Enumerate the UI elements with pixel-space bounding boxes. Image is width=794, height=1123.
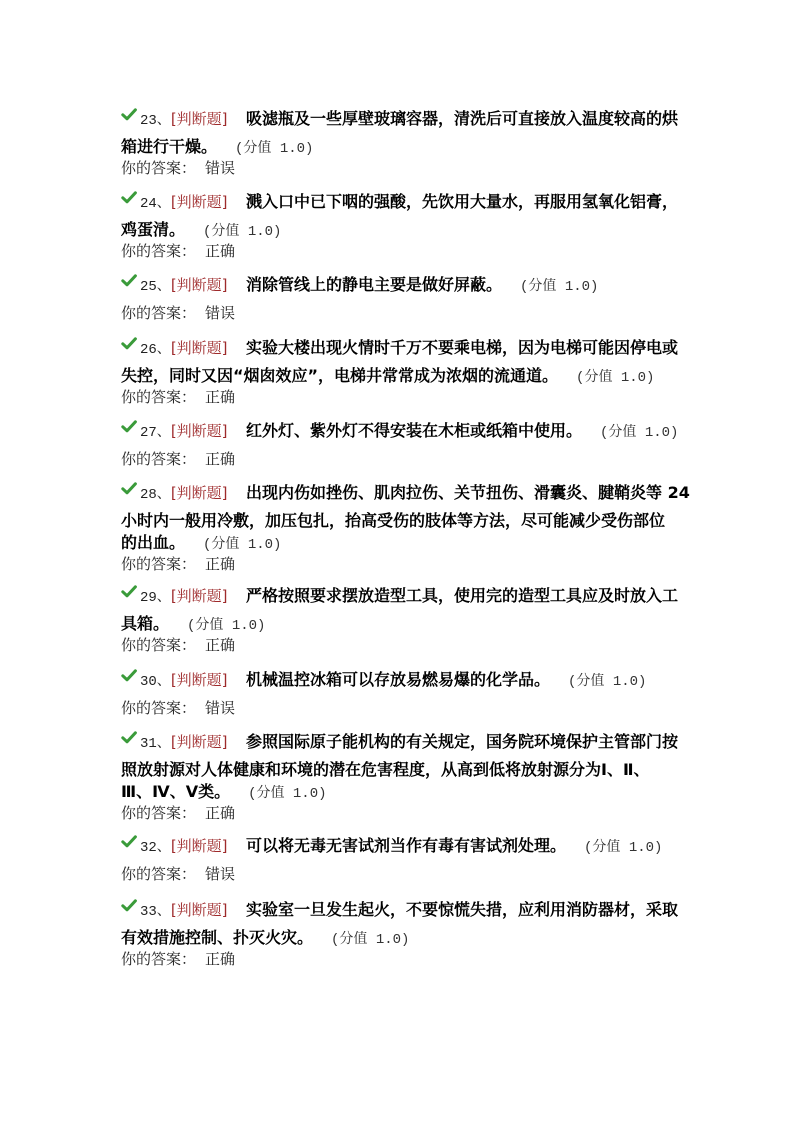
question-text: 箱进行干燥。 xyxy=(121,137,218,156)
question-number: 30、 xyxy=(140,674,171,690)
question-24 xyxy=(121,191,721,262)
answer-value: 正确 xyxy=(205,555,236,573)
question-line xyxy=(121,899,721,927)
check-icon xyxy=(121,731,137,744)
question-line xyxy=(121,613,721,635)
question-text: 吸滤瓶及一些厚壁玻璃容器，清洗后可直接放入温度较高的烘 xyxy=(246,109,679,128)
question-30 xyxy=(121,669,721,719)
question-27 xyxy=(121,420,721,470)
question-line xyxy=(121,835,721,864)
question-line xyxy=(121,781,721,803)
question-score: (分值 1.0) xyxy=(584,840,663,856)
question-prefix xyxy=(121,191,246,215)
question-number: 24、 xyxy=(140,196,171,212)
question-32 xyxy=(121,835,721,885)
answer-row xyxy=(121,803,721,824)
question-score: (分值 1.0) xyxy=(248,786,327,802)
question-line xyxy=(121,365,721,387)
question-line xyxy=(121,274,721,303)
answer-label: 你的答案： xyxy=(121,699,197,717)
question-29 xyxy=(121,585,721,656)
answer-label: 你的答案： xyxy=(121,636,197,654)
question-type-tag: [判断题] xyxy=(170,733,228,751)
answer-row xyxy=(121,158,721,179)
question-text: 实验室一旦发生起火，不要惊慌失措，应利用消防器材，采取 xyxy=(246,900,679,919)
answer-row xyxy=(121,303,721,324)
question-number: 25、 xyxy=(140,279,171,295)
question-prefix xyxy=(121,669,246,693)
question-33 xyxy=(121,899,721,970)
answer-row xyxy=(121,949,721,970)
question-prefix xyxy=(121,482,246,506)
question-type-tag: [判断题] xyxy=(170,110,228,128)
question-score: (分值 1.0) xyxy=(235,141,314,157)
answer-value: 错误 xyxy=(205,304,236,322)
question-number: 26、 xyxy=(140,342,171,358)
question-text: 溅入口中已下咽的强酸，先饮用大量水，再服用氢氧化铝膏， xyxy=(246,192,679,211)
question-prefix xyxy=(121,899,246,923)
question-number: 28、 xyxy=(140,487,171,503)
question-prefix xyxy=(121,337,246,361)
question-text: 失控，同时又因“烟囱效应”，电梯井常常成为浓烟的流通道。 xyxy=(121,366,559,385)
question-type-tag: [判断题] xyxy=(170,276,228,294)
question-line xyxy=(121,532,721,554)
question-type-tag: [判断题] xyxy=(170,339,228,357)
answer-value: 正确 xyxy=(205,804,236,822)
question-prefix xyxy=(121,585,246,609)
question-26 xyxy=(121,337,721,408)
question-prefix xyxy=(121,835,246,859)
question-text: 鸡蛋清。 xyxy=(121,220,186,239)
question-text: 出现内伤如挫伤、肌肉拉伤、关节扭伤、滑囊炎、腱鞘炎等 24 xyxy=(246,483,690,502)
question-text: 严格按照要求摆放造型工具，使用完的造型工具应及时放入工 xyxy=(246,586,679,605)
question-prefix xyxy=(121,731,246,755)
question-type-tag: [判断题] xyxy=(170,671,228,689)
question-line xyxy=(121,420,721,449)
check-icon xyxy=(121,420,137,433)
question-text: 机械温控冰箱可以存放易燃易爆的化学品。 xyxy=(246,670,551,689)
answer-label: 你的答案： xyxy=(121,304,197,322)
answer-value: 正确 xyxy=(205,388,236,406)
question-text: 的出血。 xyxy=(121,533,186,552)
answer-value: 正确 xyxy=(205,950,236,968)
question-line xyxy=(121,510,721,532)
question-text: 消除管线上的静电主要是做好屏蔽。 xyxy=(246,275,503,294)
check-icon xyxy=(121,482,137,495)
question-line xyxy=(121,337,721,365)
answer-label: 你的答案： xyxy=(121,555,197,573)
question-28 xyxy=(121,482,721,575)
answer-label: 你的答案： xyxy=(121,865,197,883)
answer-value: 错误 xyxy=(205,699,236,717)
answer-value: 正确 xyxy=(205,450,236,468)
answer-label: 你的答案： xyxy=(121,450,197,468)
question-text: 参照国际原子能机构的有关规定，国务院环境保护主管部门按 xyxy=(246,732,679,751)
question-score: (分值 1.0) xyxy=(600,425,679,441)
question-score: (分值 1.0) xyxy=(187,618,266,634)
question-type-tag: [判断题] xyxy=(170,587,228,605)
question-31 xyxy=(121,731,721,824)
check-icon xyxy=(121,669,137,682)
answer-label: 你的答案： xyxy=(121,804,197,822)
answer-row xyxy=(121,387,721,408)
check-icon xyxy=(121,191,137,204)
question-text: 红外灯、紫外灯不得安装在木柜或纸箱中使用。 xyxy=(246,421,583,440)
question-line xyxy=(121,219,721,241)
answer-label: 你的答案： xyxy=(121,950,197,968)
question-type-tag: [判断题] xyxy=(170,193,228,211)
answer-value: 错误 xyxy=(205,159,236,177)
check-icon xyxy=(121,108,137,121)
check-icon xyxy=(121,337,137,350)
answer-label: 你的答案： xyxy=(121,242,197,260)
question-text: 实验大楼出现火情时千万不要乘电梯，因为电梯可能因停电或 xyxy=(246,338,679,357)
check-icon xyxy=(121,835,137,848)
check-icon xyxy=(121,899,137,912)
question-line xyxy=(121,731,721,759)
question-line xyxy=(121,482,721,510)
question-prefix xyxy=(121,108,246,132)
answer-row xyxy=(121,698,721,719)
question-number: 29、 xyxy=(140,590,171,606)
question-score: (分值 1.0) xyxy=(576,370,655,386)
question-type-tag: [判断题] xyxy=(170,422,228,440)
question-line xyxy=(121,191,721,219)
question-text: 具箱。 xyxy=(121,614,170,633)
question-text: 可以将无毒无害试剂当作有毒有害试剂处理。 xyxy=(246,836,567,855)
answer-value: 正确 xyxy=(205,242,236,260)
answer-value: 正确 xyxy=(205,636,236,654)
check-icon xyxy=(121,274,137,287)
answer-label: 你的答案： xyxy=(121,159,197,177)
question-score: (分值 1.0) xyxy=(203,224,282,240)
answer-value: 错误 xyxy=(205,865,236,883)
question-number: 27、 xyxy=(140,425,171,441)
question-line xyxy=(121,759,721,781)
question-text: Ⅲ、Ⅳ、Ⅴ类。 xyxy=(121,782,231,801)
question-text: 照放射源对人体健康和环境的潜在危害程度，从高到低将放射源分为Ⅰ、Ⅱ、 xyxy=(121,760,650,779)
answer-row xyxy=(121,635,721,656)
question-line xyxy=(121,136,721,158)
question-line xyxy=(121,927,721,949)
question-number: 33、 xyxy=(140,904,171,920)
answer-row xyxy=(121,449,721,470)
answer-row xyxy=(121,864,721,885)
question-prefix xyxy=(121,274,246,298)
question-text: 有效措施控制、扑灭火灾。 xyxy=(121,928,314,947)
question-23 xyxy=(121,108,721,179)
question-line xyxy=(121,585,721,613)
question-score: (分值 1.0) xyxy=(203,537,282,553)
answer-row xyxy=(121,554,721,575)
question-number: 32、 xyxy=(140,840,171,856)
question-score: (分值 1.0) xyxy=(331,932,410,948)
question-prefix xyxy=(121,420,246,444)
question-type-tag: [判断题] xyxy=(170,484,228,502)
question-type-tag: [判断题] xyxy=(170,901,228,919)
question-score: (分值 1.0) xyxy=(568,674,647,690)
answer-row xyxy=(121,241,721,262)
question-number: 23、 xyxy=(140,113,171,129)
question-score: (分值 1.0) xyxy=(520,279,599,295)
answer-label: 你的答案： xyxy=(121,388,197,406)
question-text: 小时内一般用冷敷，加压包扎，抬高受伤的肢体等方法，尽可能减少受伤部位 xyxy=(121,511,666,530)
question-type-tag: [判断题] xyxy=(170,837,228,855)
question-number: 31、 xyxy=(140,736,171,752)
question-25 xyxy=(121,274,721,324)
question-line xyxy=(121,669,721,698)
check-icon xyxy=(121,585,137,598)
question-line xyxy=(121,108,721,136)
